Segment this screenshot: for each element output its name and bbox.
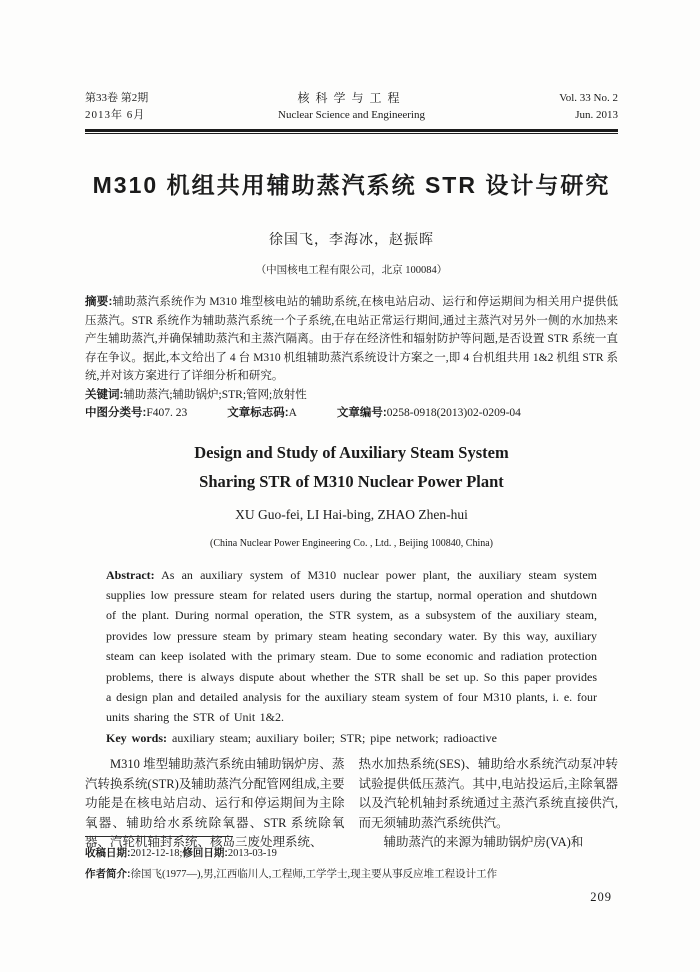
page-content xyxy=(0,90,700,853)
authors-en: XU Guo-fei, LI Hai-bing, ZHAO Zhen-hui xyxy=(235,506,468,522)
abstract-en xyxy=(106,565,597,728)
date-en: Jun. 2013 xyxy=(575,109,618,121)
header-issue-info-en xyxy=(468,90,618,124)
footnote-divider xyxy=(85,836,233,837)
abstract-en-text: As an auxiliary system of M310 nuclear power plant, the auxiliary steam system supplies low pressure steam for related users during the startup, normal operation and shutdown of the plant. During normal operation, the STR system, as a subsystem of the auxiliary steam, provides low pressure steam by primary steam heating secondary water. By this way, auxiliary steam can keep isolated with the primary steam. Due to some economic and radiation protection problems, there is always dispute about whether the STR shall be set up. So this paper provides a design plan and detailed analysis for the auxiliary steam system of four M310 plants, i. e. four units sharing the STR of Unit 1&2. xyxy=(106,567,597,725)
header-issue-info xyxy=(85,90,235,124)
keywords-en-label: Key words: xyxy=(106,730,167,745)
volume-issue-cn: 第33卷 第2期 xyxy=(85,92,149,104)
keywords-cn-text: 辅助蒸汽;辅助锅炉;STR;管网;放射性 xyxy=(123,388,307,401)
affiliation-en: (China Nuclear Power Engineering Co. , Ltd. , Beijing 100840, China) xyxy=(209,537,493,549)
journal-name xyxy=(235,90,468,124)
body-paragraph: 辅助蒸汽的来源为辅助锅炉房(VA)和 xyxy=(383,835,584,850)
article-title-cn: M310 机组共用辅助蒸汽系统 STR 设计与研究 xyxy=(92,172,611,198)
authors-cn: 徐国飞，李海冰，赵振晖 xyxy=(269,233,434,248)
abstract-cn-text: 辅助蒸汽系统作为 M310 堆型核电站的辅助系统,在核电站启动、运行和停运期间为相关用户提供低压蒸汽。STR 系统作为辅助蒸汽系统一个子系统,在电站正常运行期间,通过主蒸汽对另外一侧的水加热来产生辅助蒸汽,并确保辅助蒸汽和主蒸汽隔离。由于存在经济性和辐射防护等问题,是否设置 STR 系统一直存在争议。据此,本文给出了 4 台 M310 机组辅助蒸汽系统设计方案之一,即 4 台机组共用 1&2 机组 STR 系统,并对该方案进行了详细分析和研究。 xyxy=(85,296,618,382)
clc-number: 中图分类号:F407. 23 xyxy=(85,406,188,419)
article-title-en xyxy=(85,438,618,496)
page-number: 209 xyxy=(590,890,612,904)
journal-header xyxy=(85,90,618,124)
keywords-en-text: auxiliary steam; auxiliary boiler; STR; pipe network; radioactive xyxy=(167,730,497,745)
received-date-line: 收稿日期:2012-12-18;修回日期:2013-03-19 xyxy=(85,847,277,859)
author-bio-line: 作者简介:徐国飞(1977—),男,江西临川人,工程师,工学学士,现主要从事反应堆工程设计工作 xyxy=(85,868,498,880)
article-title-en-line1: Design and Study of Auxiliary Steam System xyxy=(194,442,509,462)
article-title-en-line2: Sharing STR of M310 Nuclear Power Plant xyxy=(199,471,504,491)
header-divider xyxy=(85,129,618,134)
journal-name-cn: 核科学与工程 xyxy=(297,91,406,105)
journal-name-en: Nuclear Science and Engineering xyxy=(278,109,425,121)
keywords-en xyxy=(106,728,597,748)
body-paragraph: 热水加热系统(SES)、辅助给水系统汽动泵冲转试验提供低压蒸汽。其中,电站投运后,主除氧器以及汽轮机轴封系统通过主蒸汽系统直接供汽,而无须辅助蒸汽系统供汽。 xyxy=(358,757,618,830)
volume-issue-en: Vol. 33 No. 2 xyxy=(559,92,618,104)
abstract-en-label: Abstract: xyxy=(106,567,155,582)
footnote xyxy=(85,836,618,885)
keywords-cn xyxy=(85,386,618,404)
article-id: 文章编号:0258-0918(2013)02-0209-04 xyxy=(336,406,521,419)
classification-line xyxy=(85,404,618,422)
abstract-cn xyxy=(85,293,618,386)
body-paragraph: M310 堆型辅助蒸汽系统由辅助锅炉房、蒸汽转换系统(STR)及辅助蒸汽分配管网组成,主要功能是在核电站启动、运行和停运期间为主除氧器、辅助给水系统除氧器、STR 系统除氧器、汽轮机轴封系统、核岛三废处理系统、 xyxy=(85,757,345,850)
keywords-cn-label: 关键词: xyxy=(85,388,124,401)
abstract-cn-label: 摘要: xyxy=(85,296,113,308)
affiliation-cn: （中国核电工程有限公司，北京 100084） xyxy=(255,265,448,276)
date-cn: 2013年 6月 xyxy=(85,109,146,121)
document-code: 文章标志码:A xyxy=(227,406,297,419)
